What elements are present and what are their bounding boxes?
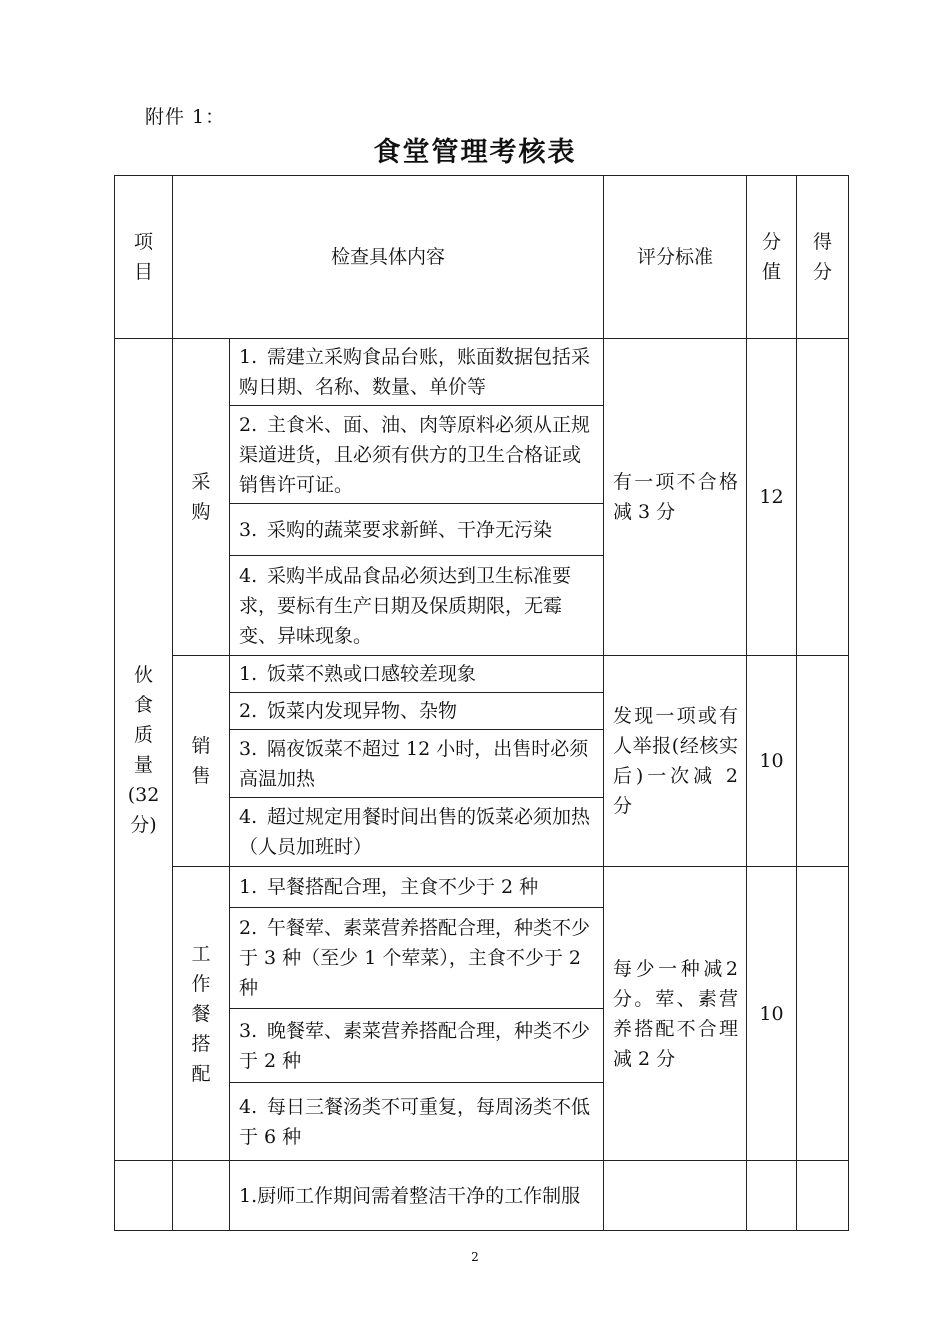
category-cell-empty [115,1161,173,1231]
item-cell [230,693,604,730]
item-text: 饭菜内发现异物、杂物 [267,700,458,722]
item-number: 1. [239,663,258,685]
group-name: 销 售 [173,656,230,867]
page-number: 2 [471,1250,479,1264]
table-row [115,656,849,693]
table-row [115,867,849,908]
item-number: 2. [239,917,258,939]
item-cell [230,730,604,798]
item-number: 4. [239,806,258,828]
header-content: 检查具体内容 [173,176,604,339]
got-cell[interactable] [797,1161,849,1231]
criteria-cell-empty [604,1161,747,1231]
item-number: 2. [239,413,258,436]
page-title: 食堂管理考核表 [373,137,577,168]
item-text: 采购半成品食品必须达到卫生标准要求，要标有生产日期及保质期限，无霉变、异味现象。 [239,564,572,647]
criteria-cell: 每少一种减2分。荤、素营养搭配不合理减 2 分 [604,867,747,1161]
item-text: 隔夜饭菜不超过 12 小时，出售时必须高温加热 [239,737,589,790]
attachment-label: 附件 1： [145,106,226,128]
item-text: 需建立采购食品台账，账面数据包括采购日期、名称、数量、单价等 [239,346,591,398]
item-cell [230,339,604,406]
score-cell: 10 [747,656,797,867]
assessment-table [114,175,849,1231]
score-cell: 12 [747,339,797,656]
got-cell[interactable] [797,339,849,656]
item-cell [230,1009,604,1083]
item-cell [230,867,604,908]
got-cell[interactable] [797,867,849,1161]
score-cell: 10 [747,867,797,1161]
item-text: 超过规定用餐时间出售的饭菜必须加热（人员加班时） [239,806,591,858]
got-cell[interactable] [797,656,849,867]
group-name: 工 作 餐 搭 配 [173,867,230,1161]
item-cell [230,556,604,656]
item-number: 3. [239,1019,258,1042]
group-name-empty [173,1161,230,1231]
header-criteria: 评分标准 [604,176,747,339]
item-number: 3. [239,737,258,760]
table-row [115,1161,849,1231]
item-cell [230,1083,604,1161]
item-text: 采购的蔬菜要求新鲜、干净无污染 [267,518,553,541]
score-cell-empty [747,1161,797,1231]
item-cell [230,406,604,504]
header-row [115,176,849,339]
item-number: 1. [239,876,258,898]
item-number: 3. [239,518,258,541]
item-text: 主食米、面、油、肉等原料必须从正规渠道进货，且必须有供方的卫生合格证或销售许可证。 [239,413,591,496]
header-score: 分 值 [747,176,797,339]
item-text: 每日三餐汤类不可重复，每周汤类不低于 6 种 [239,1095,591,1148]
item-text: 饭菜不熟或口感较差现象 [267,663,477,685]
item-text: 早餐搭配合理，主食不少于 2 种 [267,876,539,898]
table-row [115,339,849,406]
item-cell [230,504,604,556]
item-cell [230,908,604,1009]
item-number: 4. [239,564,258,587]
item-text: 1.厨师工作期间需着整洁干净的工作制服 [230,1161,604,1231]
header-got: 得 分 [797,176,849,339]
item-cell [230,798,604,867]
item-number: 4. [239,1095,258,1118]
item-text: 午餐荤、素菜营养搭配合理，种类不少于 3 种（至少 1 个荤菜），主食不少于 2 种 [239,917,591,999]
category-cell: 伙 食 质 量 (32 分) [115,339,173,1161]
item-cell [230,656,604,693]
header-item: 项 目 [115,176,173,339]
criteria-cell: 有一项不合格减 3 分 [604,339,747,656]
item-number: 1. [239,346,258,368]
group-name: 采 购 [173,339,230,656]
criteria-cell: 发现一项或有人举报(经核实后)一次减 2 分 [604,656,747,867]
item-number: 2. [239,700,258,722]
item-text: 晚餐荤、素菜营养搭配合理，种类不少于 2 种 [239,1019,591,1072]
